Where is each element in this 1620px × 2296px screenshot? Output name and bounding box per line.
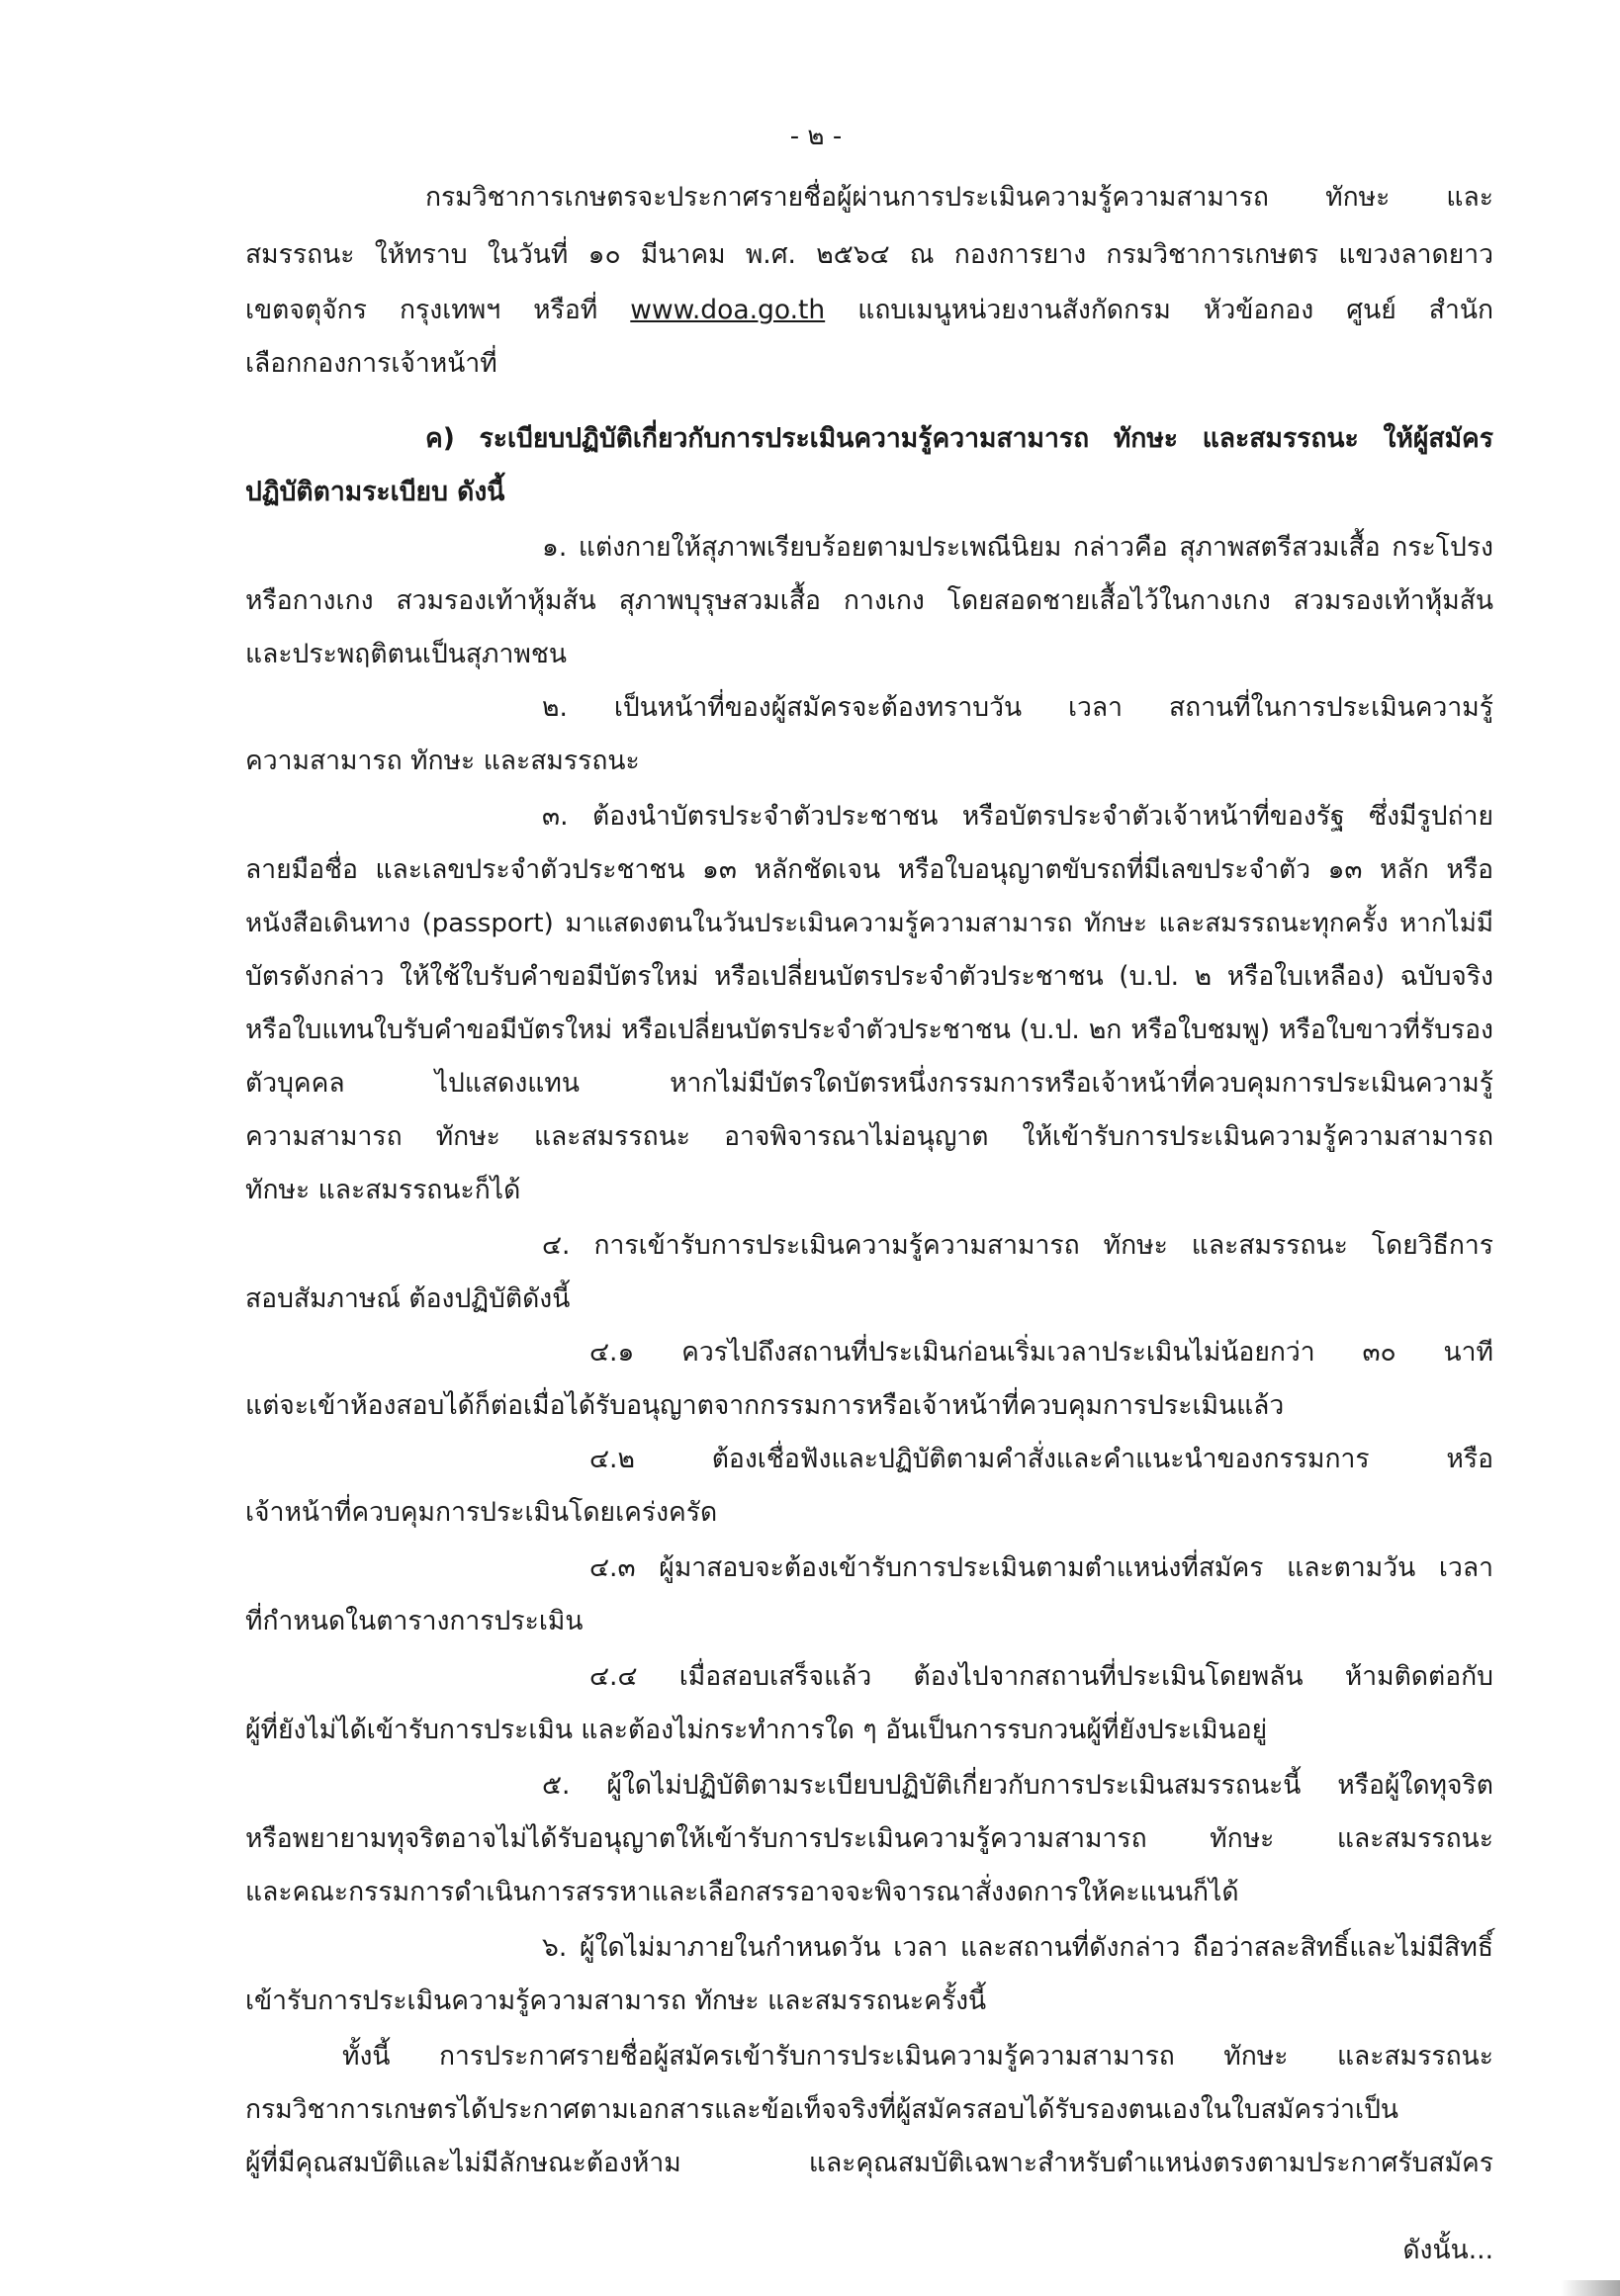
- item-6-line-2: เข้ารับการประเมินความรู้ความสามารถ ทักษะ และสมรรถนะครั้งนี้: [245, 1986, 987, 2016]
- intro-line-4: เลือกกองการเจ้าหน้าที่: [245, 348, 497, 379]
- item-1-line-3: และประพฤติตนเป็นสุภาพชน: [245, 639, 567, 669]
- item-4-2-line-1: ๔.๒ ต้องเชื่อฟังและปฏิบัติตามคำสั่งและคำแนะนำของกรรมการ หรือ: [589, 1444, 1493, 1474]
- item-1-line-2: หรือกางเกง สวมรองเท้าหุ้มส้น สุภาพบุรุษสวมเสื้อ กางเกง โดยสอดชายเสื้อไว้ในกางเกง สวมรองเท้าหุ้มส้น: [245, 585, 1493, 616]
- item-4-3-line-2: ที่กำหนดในตารางการประเมิน: [245, 1606, 584, 1636]
- intro-line-3: [245, 281, 1493, 340]
- item-4-1-line-1: ๔.๑ ควรไปถึงสถานที่ประเมินก่อนเริ่มเวลาประเมินไม่น้อยกว่า ๓๐ นาที: [589, 1337, 1493, 1368]
- item-3-line-7: ความสามารถ ทักษะ และสมรรถนะ อาจพิจารณาไม่อนุญาต ให้เข้ารับการประเมินความรู้ความสามารถ: [245, 1121, 1493, 1152]
- item-6-line-1: ๖. ผู้ใดไม่มาภายในกำหนดวัน เวลา และสถานที่ดังกล่าว ถือว่าสละสิทธิ์และไม่มีสิทธิ์: [542, 1932, 1493, 1963]
- scan-edge-mark: [1561, 2280, 1620, 2296]
- item-5-line-2: หรือพยายามทุจริตอาจไม่ได้รับอนุญาตให้เข้ารับการประเมินความรู้ความสามารถ ทักษะ และสมรรถนะ: [245, 1823, 1493, 1854]
- item-3-line-8: ทักษะ และสมรรถนะก็ได้: [245, 1175, 521, 1205]
- closing-line-1: ทั้งนี้ การประกาศรายชื่อผู้สมัครเข้ารับการประเมินความรู้ความสามารถ ทักษะ และสมรรถนะ: [342, 2041, 1493, 2072]
- item-2-line-2: ความสามารถ ทักษะ และสมรรถนะ: [245, 746, 640, 776]
- item-4-line-1: ๔. การเข้ารับการประเมินความรู้ความสามารถ ทักษะ และสมรรถนะ โดยวิธีการ: [542, 1230, 1493, 1261]
- item-3-line-3: หนังสือเดินทาง (passport) มาแสดงตนในวันประเมินความรู้ความสามารถ ทักษะ และสมรรถนะทุกครั้ง หากไม่มี: [245, 909, 1493, 938]
- intro-line-1: กรมวิชาการเกษตรจะประกาศรายชื่อผู้ผ่านการประเมินความรู้ความสามารถ ทักษะ และ: [425, 182, 1493, 213]
- intro-line-3-text-b: แถบเมนูหน่วยงานสังกัดกรม หัวข้อกอง ศูนย์ สำนัก: [825, 295, 1494, 325]
- page-number: - ๒ -: [789, 122, 843, 151]
- item-5-line-1: ๕. ผู้ใดไม่ปฏิบัติตามระเบียบปฏิบัติเกี่ยวกับการประเมินสมรรถนะนี้ หรือผู้ใดทุจริต: [542, 1770, 1493, 1801]
- closing-line-2: กรมวิชาการเกษตรได้ประกาศตามเอกสารและข้อเท็จจริงที่ผู้สมัครสอบได้รับรองตนเองในใบสมัครว่าเป็น: [245, 2094, 1399, 2125]
- item-1-line-1: ๑. แต่งกายให้สุภาพเรียบร้อยตามประเพณีนิยม กล่าวคือ สุภาพสตรีสวมเสื้อ กระโปรง: [542, 532, 1493, 563]
- item-3-line-4: บัตรดังกล่าว ให้ใช้ใบรับคำขอมีบัตรใหม่ หรือเปลี่ยนบัตรประจำตัวประชาชน (บ.ป. ๒ หรือใบเหลือง) ฉบับจริง: [245, 961, 1493, 992]
- item-5-line-3: และคณะกรรมการดำเนินการสรรหาและเลือกสรรอาจจะพิจารณาสั่งงดการให้คะแนนก็ได้: [245, 1877, 1239, 1907]
- item-4-line-2: สอบสัมภาษณ์ ต้องปฏิบัติดังนี้: [245, 1283, 571, 1314]
- item-4-4-line-1: ๔.๔ เมื่อสอบเสร็จแล้ว ต้องไปจากสถานที่ประเมินโดยพลัน ห้ามติดต่อกับ: [589, 1661, 1493, 1692]
- intro-line-2: สมรรถนะ ให้ทราบ ในวันที่ ๑๐ มีนาคม พ.ศ. ๒๕๖๔ ณ กองการยาง กรมวิชาการเกษตร แขวงลาดยาว: [245, 239, 1493, 270]
- item-4-3-line-1: ๔.๓ ผู้มาสอบจะต้องเข้ารับการประเมินตามตำแหน่งที่สมัคร และตามวัน เวลา: [589, 1552, 1493, 1583]
- item-2-line-1: ๒. เป็นหน้าที่ของผู้สมัครจะต้องทราบวัน เวลา สถานที่ในการประเมินความรู้: [542, 692, 1493, 723]
- doa-website-link[interactable]: www.doa.go.th: [630, 295, 826, 325]
- item-3-line-1: ๓. ต้องนำบัตรประจำตัวประชาชน หรือบัตรประจำตัวเจ้าหน้าที่ของรัฐ ซึ่งมีรูปถ่าย: [542, 801, 1493, 832]
- intro-line-3-text-a: เขตจตุจักร กรุงเทพฯ หรือที่: [245, 295, 631, 325]
- item-4-2-line-2: เจ้าหน้าที่ควบคุมการประเมินโดยเคร่งครัด: [245, 1497, 718, 1528]
- closing-line-3: ผู้ที่มีคุณสมบัติและไม่มีลักษณะต้องห้าม และคุณสมบัติเฉพาะสำหรับตำแหน่งตรงตามประกาศรับสมัคร: [245, 2148, 1493, 2178]
- item-4-1-line-2: แต่จะเข้าห้องสอบได้ก็ต่อเมื่อได้รับอนุญาตจากกรรมการหรือเจ้าหน้าที่ควบคุมการประเมินแล้ว: [245, 1390, 1285, 1421]
- section-c-heading: ค) ระเบียบปฏิบัติเกี่ยวกับการประเมินความรู้ความสามารถ ทักษะ และสมรรถนะ ให้ผู้สมัคร: [425, 423, 1493, 454]
- item-3-line-6: ตัวบุคคล ไปแสดงแทน หากไม่มีบัตรใดบัตรหนึ่งกรรมการหรือเจ้าหน้าที่ควบคุมการประเมินความรู้: [245, 1068, 1493, 1099]
- item-3-line-5: หรือใบแทนใบรับคำขอมีบัตรใหม่ หรือเปลี่ยนบัตรประจำตัวประชาชน (บ.ป. ๒ก หรือใบชมพู) หรือใบขาวที่รับรอง: [245, 1015, 1494, 1045]
- section-c-heading-cont: ปฏิบัติตามระเบียบ ดังนี้: [245, 477, 505, 507]
- continuation-text: ดังนั้น...: [1402, 2235, 1493, 2265]
- item-4-4-line-2: ผู้ที่ยังไม่ได้เข้ารับการประเมิน และต้องไม่กระทำการใด ๆ อันเป็นการรบกวนผู้ที่ยังประเมินอยู่: [245, 1715, 1268, 1745]
- item-3-line-2: ลายมือชื่อ และเลขประจำตัวประชาชน ๑๓ หลักชัดเจน หรือใบอนุญาตขับรถที่มีเลขประจำตัว ๑๓ หลัก หรือ: [245, 854, 1493, 885]
